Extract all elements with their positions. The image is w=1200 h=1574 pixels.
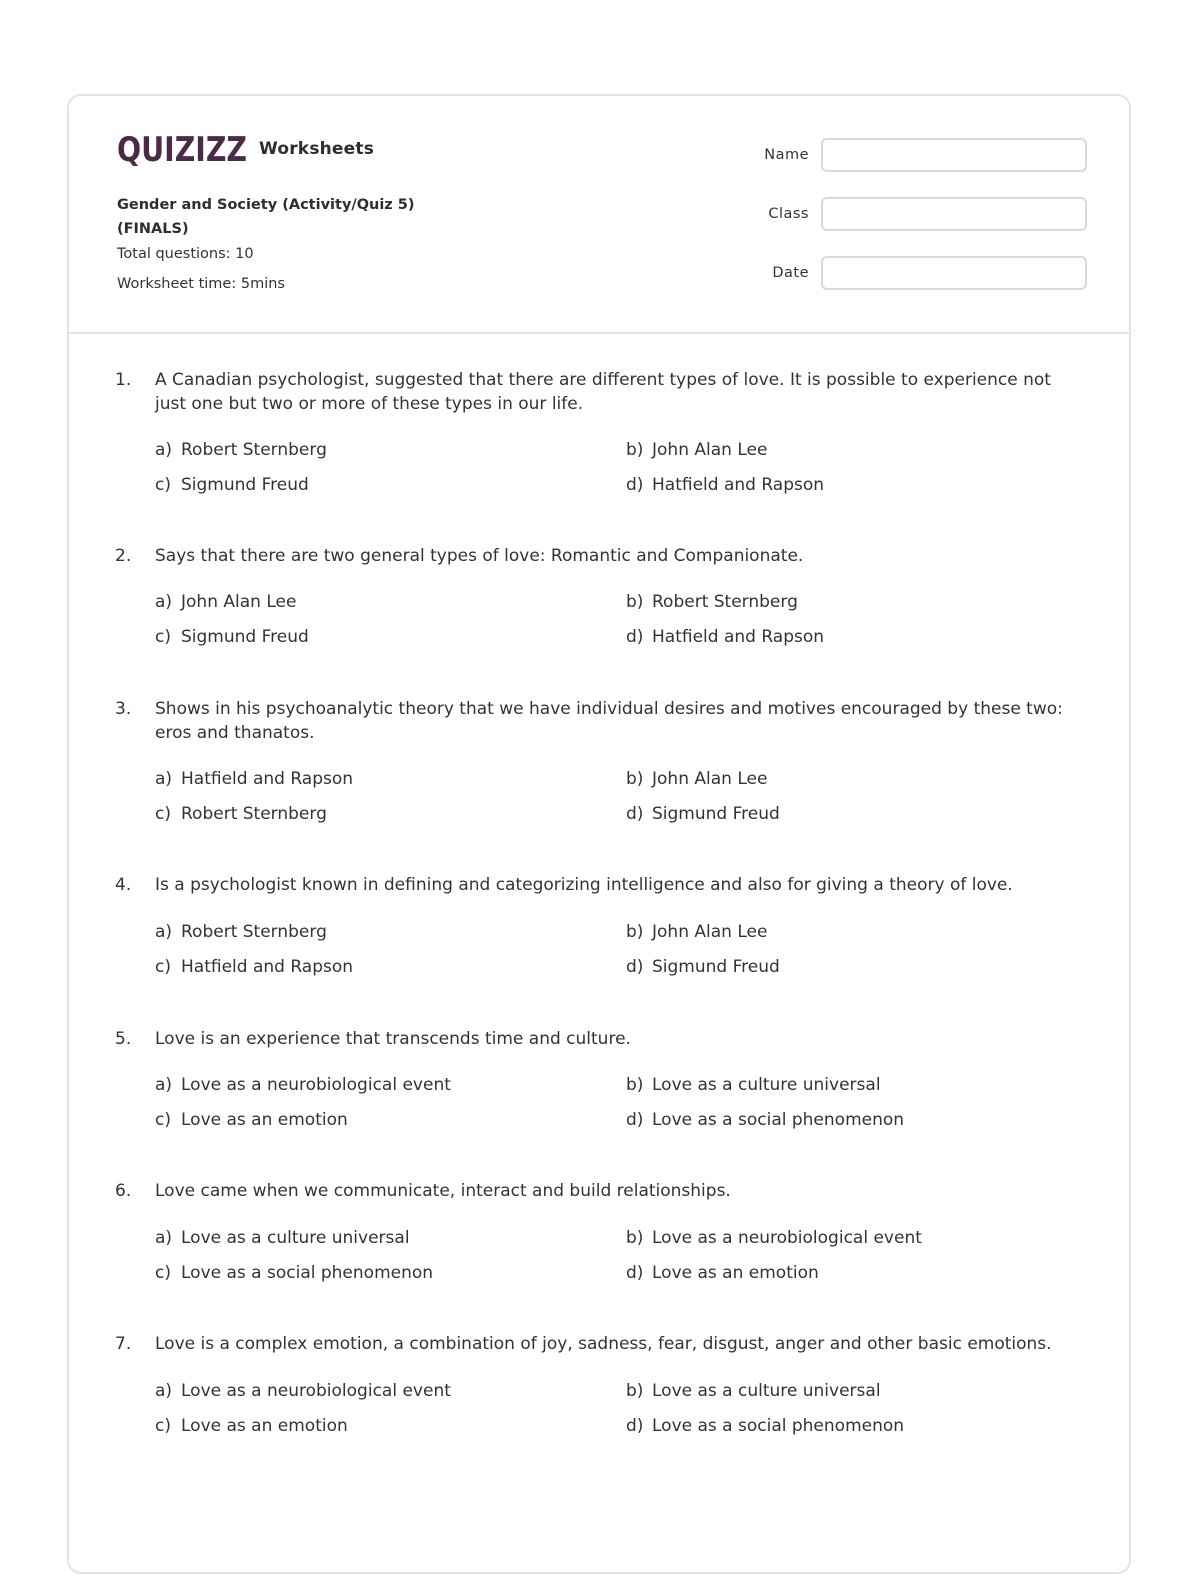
name-label: Name [764, 147, 809, 163]
worksheet-header [69, 96, 1129, 334]
option-c: c) Love as a social phenomenon [155, 1263, 434, 1283]
question-text: Is a psychologist known in defining and categorizing intelligence and also for giving a theory of love. [155, 875, 1013, 895]
option-a: a) Love as a culture universal [155, 1228, 410, 1248]
option-d: d) Hatfield and Rapson [626, 627, 825, 647]
class-field-row [709, 196, 1087, 232]
worksheet-card [67, 94, 1131, 1574]
date-field-row [709, 255, 1087, 291]
option-c: c) Sigmund Freud [155, 627, 309, 647]
question-text: Love is a complex emotion, a combination of joy, sadness, fear, disgust, anger and other basic emotions. [155, 1334, 1052, 1354]
option-b: b) John Alan Lee [626, 922, 768, 942]
question-text: Shows in his psychoanalytic theory that we have individual desires and motives encouraged by these two: eros and thanatos. [155, 699, 1063, 743]
option-d: d) Sigmund Freud [626, 804, 780, 824]
total-questions: Total questions: 10 [117, 246, 254, 262]
option-a: a) John Alan Lee [155, 592, 297, 612]
option-a: a) Love as a neurobiological event [155, 1075, 451, 1095]
option-a: a) Love as a neurobiological event [155, 1381, 451, 1401]
worksheet-title [117, 193, 437, 241]
question-number: 1. [115, 370, 132, 390]
worksheet-time: Worksheet time: 5mins [117, 276, 285, 292]
class-label: Class [768, 206, 809, 222]
worksheet-title-line2: (FINALS) [117, 221, 189, 237]
brand-label: Worksheets [259, 139, 375, 159]
option-c: c) Robert Sternberg [155, 804, 327, 824]
question-number: 5. [115, 1029, 132, 1049]
worksheet-title-line1: Gender and Society (Activity/Quiz 5) [117, 197, 415, 213]
question-number: 4. [115, 875, 132, 895]
question-number: 3. [115, 699, 132, 719]
option-b: b) Love as a culture universal [626, 1075, 881, 1095]
question-text: Love is an experience that transcends time and culture. [155, 1029, 631, 1049]
option-d: d) Love as a social phenomenon [626, 1416, 905, 1436]
option-c: c) Love as an emotion [155, 1110, 348, 1130]
question-text: Love came when we communicate, interact and build relationships. [155, 1181, 731, 1201]
option-d: d) Love as an emotion [626, 1263, 819, 1283]
name-field-row [709, 137, 1087, 173]
option-c: c) Love as an emotion [155, 1416, 348, 1436]
question-number: 6. [115, 1181, 132, 1201]
option-b: b) Love as a neurobiological event [626, 1228, 922, 1248]
option-b: b) Robert Sternberg [626, 592, 798, 612]
date-label: Date [772, 265, 809, 281]
option-c: c) Hatfield and Rapson [155, 957, 354, 977]
option-a: a) Robert Sternberg [155, 440, 327, 460]
question-text: Says that there are two general types of love: Romantic and Companionate. [155, 546, 804, 566]
option-b: b) Love as a culture universal [626, 1381, 881, 1401]
option-b: b) John Alan Lee [626, 440, 768, 460]
question-text: A Canadian psychologist, suggested that there are different types of love. It is possible to experience not just one but two or more of these types in our life. [155, 370, 1051, 414]
question-number: 7. [115, 1334, 132, 1354]
quizizz-logo [117, 130, 249, 170]
date-input[interactable] [821, 256, 1087, 290]
option-a: a) Hatfield and Rapson [155, 769, 354, 789]
option-d: d) Love as a social phenomenon [626, 1110, 905, 1130]
logo-text: QUIZIZZ [117, 130, 247, 170]
class-input[interactable] [821, 197, 1087, 231]
name-input[interactable] [821, 138, 1087, 172]
option-b: b) John Alan Lee [626, 769, 768, 789]
option-d: d) Sigmund Freud [626, 957, 780, 977]
option-d: d) Hatfield and Rapson [626, 475, 825, 495]
option-c: c) Sigmund Freud [155, 475, 309, 495]
brand [117, 130, 375, 170]
option-a: a) Robert Sternberg [155, 922, 327, 942]
question-number: 2. [115, 546, 132, 566]
